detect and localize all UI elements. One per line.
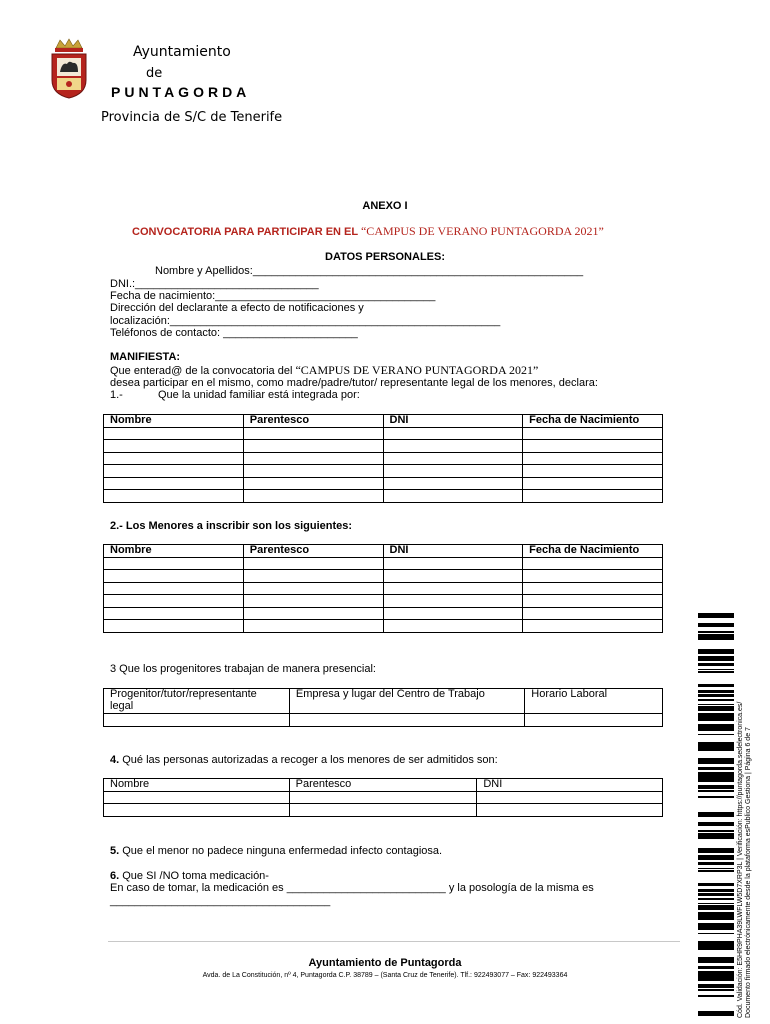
section3-heading: 3 Que los progenitores trabajan de manera presencial: (110, 663, 376, 675)
table-progenitores (103, 688, 663, 727)
col-nombre: Nombre (104, 415, 244, 428)
col-nombre: Nombre (104, 779, 290, 792)
cell[interactable] (383, 465, 523, 478)
cell[interactable] (383, 440, 523, 453)
table-row (104, 490, 663, 503)
cell[interactable] (523, 427, 663, 440)
cell[interactable] (104, 452, 244, 465)
field-fecha-nacimiento: Fecha de nacimiento:____________________________________ (110, 290, 436, 302)
manifiesta-line1 (110, 364, 538, 378)
cell[interactable] (523, 465, 663, 478)
cell[interactable] (104, 607, 244, 620)
cell[interactable] (289, 804, 477, 817)
footer-divider (108, 941, 680, 942)
cell[interactable] (243, 557, 383, 570)
section4-num: 4. (110, 754, 120, 766)
cell[interactable] (383, 570, 523, 583)
section2-heading: 2.- Los Menores a inscribir son los siguientes: (110, 520, 353, 532)
cell[interactable] (243, 620, 383, 633)
cell[interactable] (523, 557, 663, 570)
field-dni: DNI.:______________________________ (110, 278, 319, 290)
table-header-row (104, 545, 663, 558)
cell[interactable] (383, 427, 523, 440)
cell[interactable] (525, 714, 663, 727)
cell[interactable] (243, 452, 383, 465)
datos-personales-heading: DATOS PERSONALES: (325, 251, 445, 263)
col-progenitor: Progenitor/tutor/representante legal (104, 689, 290, 714)
manifiesta-heading: MANIFIESTA: (110, 351, 181, 363)
cell[interactable] (104, 427, 244, 440)
cell[interactable] (523, 570, 663, 583)
cell[interactable] (383, 595, 523, 608)
cell[interactable] (243, 477, 383, 490)
cell[interactable] (523, 607, 663, 620)
cell[interactable] (383, 607, 523, 620)
col-parentesco: Parentesco (243, 415, 383, 428)
cell[interactable] (477, 804, 663, 817)
manifiesta-line2: desea participar en el mismo, como madre/padre/tutor/ representante legal de los menores, declara: (110, 377, 598, 389)
cell[interactable] (243, 607, 383, 620)
section5-num: 5. (110, 845, 120, 857)
anexo-title: ANEXO I (362, 200, 408, 212)
convocatoria-campus: “CAMPUS DE VERANO PUNTAGORDA 2021” (360, 224, 604, 238)
header-de: de (146, 66, 163, 81)
cell[interactable] (289, 791, 477, 804)
cell[interactable] (243, 427, 383, 440)
section5-heading (110, 845, 442, 858)
cell[interactable] (383, 557, 523, 570)
col-parentesco: Parentesco (243, 545, 383, 558)
section6-num: 6. (110, 870, 120, 882)
table-row (104, 440, 663, 453)
table-row (104, 804, 663, 817)
table-menores (103, 544, 663, 633)
table-row (104, 607, 663, 620)
barcode-image (698, 610, 734, 1018)
table-row (104, 452, 663, 465)
cell[interactable] (104, 557, 244, 570)
manifiesta-line3-text: Que la unidad familiar está integrada por: (158, 389, 360, 401)
field-telefonos: Teléfonos de contacto: ______________________ (110, 327, 358, 339)
table-row (104, 582, 663, 595)
table-header-row (104, 779, 663, 792)
field-direccion: Dirección del declarante a efecto de notificaciones y (110, 302, 364, 314)
convocatoria-title (132, 224, 604, 239)
cell[interactable] (104, 570, 244, 583)
section6-text: Que SI /NO toma medicación- (119, 870, 269, 882)
table-unidad-familiar (103, 414, 663, 503)
col-parentesco: Parentesco (289, 779, 477, 792)
table-autorizados (103, 778, 663, 817)
col-fecha-nacimiento: Fecha de Nacimiento (523, 415, 663, 428)
manifiesta-line1-campus: “CAMPUS DE VERANO PUNTAGORDA 2021” (295, 363, 539, 377)
section6-heading (110, 870, 269, 883)
table-row (104, 427, 663, 440)
coat-of-arms-logo (48, 38, 90, 100)
field-localizacion: localización:______________________________________________________ (110, 315, 501, 327)
col-fecha-nacimiento: Fecha de Nacimiento (523, 545, 663, 558)
table-row (104, 557, 663, 570)
manifiesta-line3-num: 1.- (110, 389, 123, 401)
table-row (104, 465, 663, 478)
table-header-row (104, 415, 663, 428)
cell[interactable] (243, 570, 383, 583)
header-provincia: Provincia de S/C de Tenerife (101, 110, 283, 125)
manifiesta-line1-prefix: Que enterad@ de la convocatoria del (110, 365, 296, 377)
cell[interactable] (383, 477, 523, 490)
section4-heading (110, 754, 498, 767)
cell[interactable] (104, 714, 290, 727)
cell[interactable] (383, 620, 523, 633)
cell[interactable] (383, 490, 523, 503)
section6-line2: En caso de tomar, la medicación es __________________________ y la posología de la misma es (110, 882, 594, 894)
section4-text: Qué las personas autorizadas a recoger a los menores de ser admitidos son: (119, 754, 498, 766)
table-row (104, 714, 663, 727)
cell[interactable] (523, 452, 663, 465)
cell[interactable] (523, 582, 663, 595)
table-row (104, 791, 663, 804)
cell[interactable] (104, 490, 244, 503)
cell[interactable] (104, 477, 244, 490)
header-ayuntamiento: Ayuntamiento (133, 44, 231, 60)
col-empresa: Empresa y lugar del Centro de Trabajo (289, 689, 524, 714)
cell[interactable] (523, 477, 663, 490)
cell[interactable] (383, 582, 523, 595)
header-puntagorda: PUNTAGORDA (111, 84, 251, 100)
table-row (104, 477, 663, 490)
side-verification-text (737, 702, 753, 1018)
footer-address: Avda. de La Constitución, nº 4, Puntagorda C.P. 38789 – (Santa Cruz de Tenerife). Tlf.: 922493077 – Fax: 922493364 (202, 972, 568, 979)
cell[interactable] (104, 465, 244, 478)
section6-line3: ____________________________________ (110, 895, 331, 907)
col-nombre: Nombre (104, 545, 244, 558)
table-row (104, 570, 663, 583)
table-row (104, 620, 663, 633)
cell[interactable] (104, 620, 244, 633)
cell[interactable] (243, 595, 383, 608)
cell[interactable] (243, 465, 383, 478)
cell[interactable] (104, 582, 244, 595)
cell[interactable] (104, 804, 290, 817)
col-dni: DNI (477, 779, 663, 792)
col-dni: DNI (383, 545, 523, 558)
cell[interactable] (104, 595, 244, 608)
cell[interactable] (243, 582, 383, 595)
cell[interactable] (523, 490, 663, 503)
side-line1: Cód. Validación: E5HR9PHA39LWFLW5D7XRP3L | Verificación: https://puntagorda.sedelectronica.es/ (737, 701, 744, 1018)
footer-title: Ayuntamiento de Puntagorda (308, 957, 462, 969)
side-line2: Documento firmado electrónicamente desde la plataforma esPublico Gestiona | Página 6 de 7 (745, 727, 752, 1018)
cell[interactable] (243, 440, 383, 453)
cell[interactable] (523, 595, 663, 608)
cell[interactable] (289, 714, 524, 727)
cell[interactable] (477, 791, 663, 804)
section5-text: Que el menor no padece ninguna enfermedad infecto contagiosa. (119, 845, 443, 857)
col-dni: DNI (383, 415, 523, 428)
cell[interactable] (104, 440, 244, 453)
cell[interactable] (383, 452, 523, 465)
cell[interactable] (523, 620, 663, 633)
cell[interactable] (523, 440, 663, 453)
cell[interactable] (243, 490, 383, 503)
field-nombre: Nombre y Apellidos:______________________________________________________ (155, 265, 584, 277)
col-horario: Horario Laboral (525, 689, 663, 714)
cell[interactable] (104, 791, 290, 804)
convocatoria-prefix: CONVOCATORIA PARA PARTICIPAR EN EL (132, 226, 361, 238)
table-header-row (104, 689, 663, 714)
table-row (104, 595, 663, 608)
